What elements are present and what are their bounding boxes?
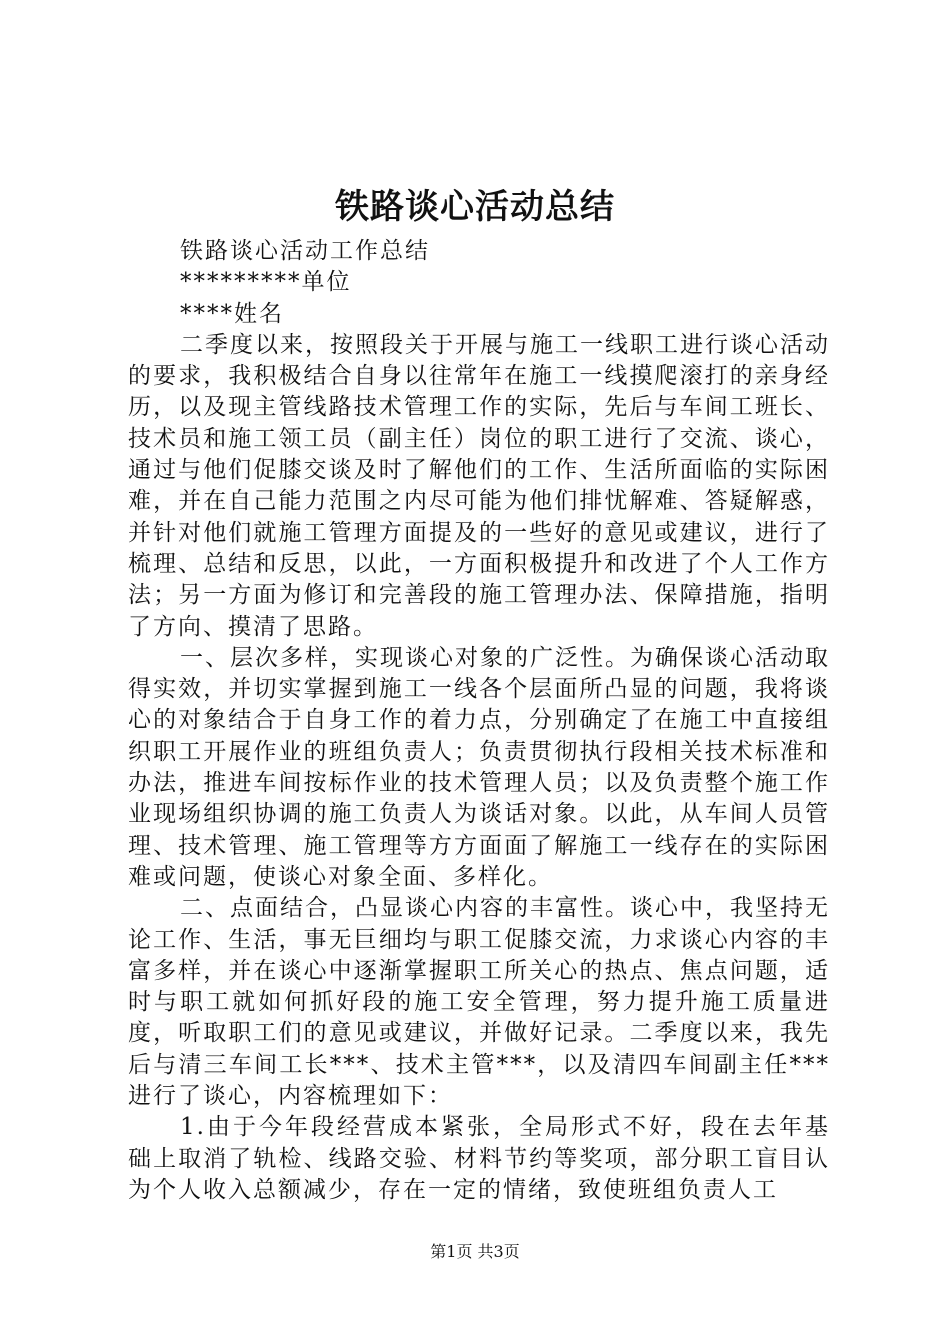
subtitle-line: 铁路谈心活动工作总结 [180,238,430,264]
name-line: ****姓名 [180,300,284,327]
page-number-footer: 第1页 共3页 [430,1242,520,1261]
paragraph-section-one: 一、层次多样，实现谈心对象的广泛性。为确保谈心活动取得实效，并切实掌握到施工一线各个层面所凸显的问题，我将谈心的对象结合于自身工作的着力点，分别确定了在施工中直接组织职工开展作业的班组负责人；负责贯彻执行段相关技术标准和办法，推进车间按标作业的技术管理人员；以及负责整个施工作业现场组织协调的施工负责人为谈话对象。以此，从车间人员管理、技术管理、施工管理等方方面面了解施工一线存在的实际困难或问题，使谈心对象全面、多样化。 [128,644,830,890]
document-title: 铁路谈心活动总结 [335,187,615,227]
document-body [128,236,830,1206]
paragraph-intro: 二季度以来，按照段关于开展与施工一线职工进行谈心活动的要求，我积极结合自身以往常年在施工一线摸爬滚打的亲身经历，以及现主管线路技术管理工作的实际，先后与车间工班长、技术员和施工领工员（副主任）岗位的职工进行了交流、谈心，通过与他们促膝交谈及时了解他们的工作、生活所面临的实际困难，并在自己能力范围之内尽可能为他们排忧解难、答疑解惑，并针对他们就施工管理方面提及的一些好的意见或建议，进行了梳理、总结和反思，以此，一方面积极提升和改进了个人工作方法；另一方面为修订和完善段的施工管理办法、保障措施，指明了方向、摸清了思路。 [128,331,830,640]
unit-line: *********单位 [180,269,352,296]
paragraph-item-one: 1.由于今年段经营成本紧张，全局形式不好，段在去年基础上取消了轨检、线路交验、材料节约等奖项，部分职工盲目认为个人收入总额减少，存在一定的情绪，致使班组负责人工 [128,1114,830,1203]
paragraph-section-two: 二、点面结合，凸显谈心内容的丰富性。谈心中，我坚持无论工作、生活，事无巨细均与职工促膝交流，力求谈心内容的丰富多样，并在谈心中逐渐掌握职工所关心的热点、焦点问题，适时与职工就如何抓好段的施工安全管理，努力提升施工质量进度，听取职工们的意见或建议，并做好记录。二季度以来，我先后与清三车间工长***、技术主管***，以及清四车间副主任***进行了谈心，内容梳理如下： [128,895,830,1110]
